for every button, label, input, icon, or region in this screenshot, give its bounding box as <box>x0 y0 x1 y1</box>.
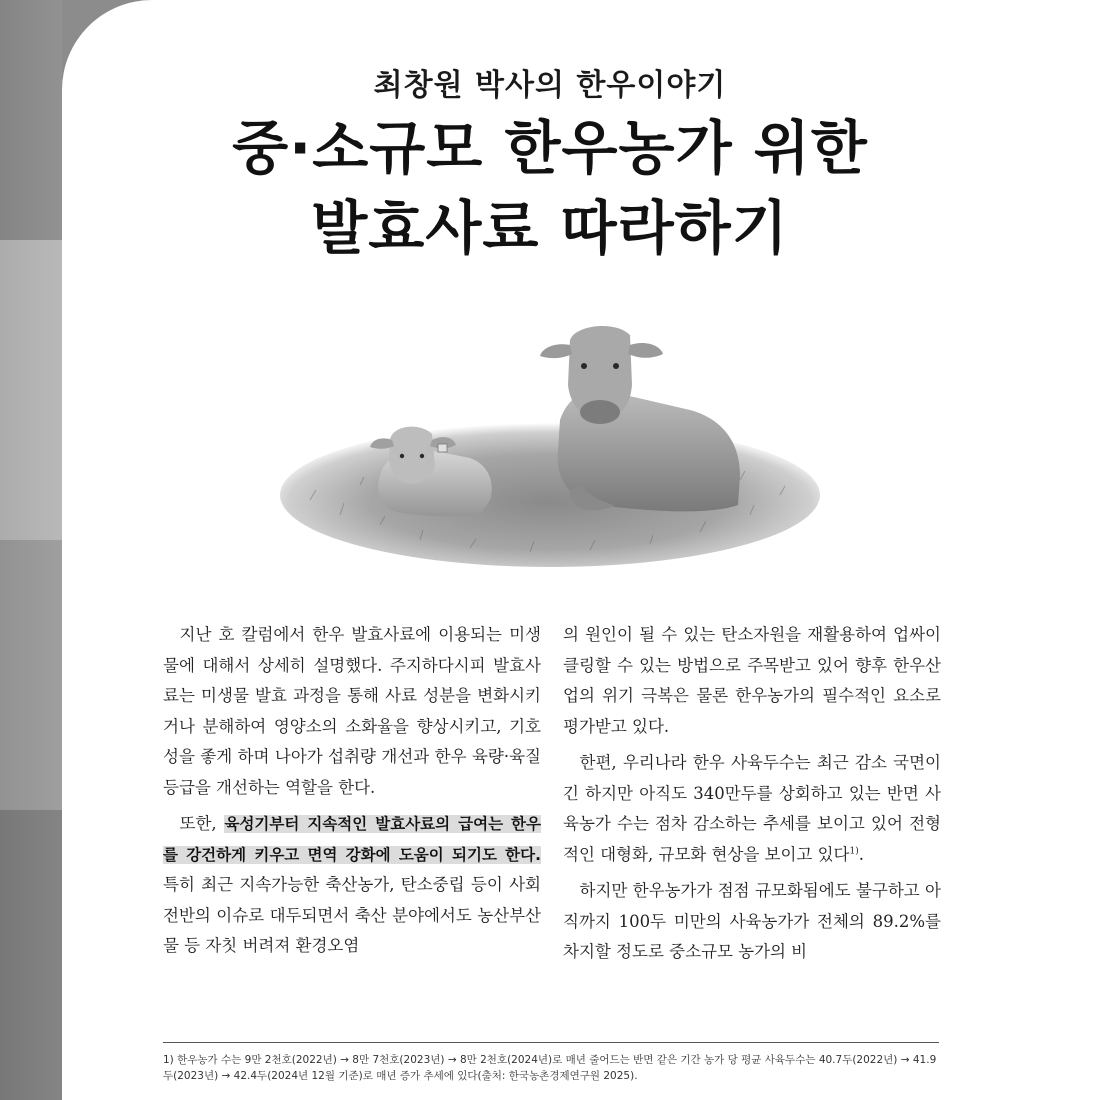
title-line-2: 발효사료 따라하기 <box>311 194 789 262</box>
paragraph: 한편, 우리나라 한우 사육두수는 최근 감소 국면이긴 하지만 아직도 340만두를 상회하고 있는 반면 사육농가 수는 점차 감소하는 추세를 보이고 있어 전형적인 대형화, 규모화 현상을 보이고 있다$^{1)}$. <box>563 753 941 864</box>
body-column-left <box>163 620 541 968</box>
grass-patch <box>280 423 820 567</box>
highlighted-sentence: 육성기부터 지속적인 발효사료의 급여는 한우를 강건하게 키우고 면역 강화에 도움이 되기도 한다. <box>163 815 541 864</box>
paragraph: 하지만 한우농가가 점점 규모화됨에도 불구하고 아직까지 100두 미만의 사육농가가 전체의 89.2%를 차지할 정도로 중소규모 농가의 비 <box>563 881 941 961</box>
title-line-1: 중·소규모 한우농가 위한 <box>232 114 868 182</box>
article-title <box>100 108 1000 268</box>
article-kicker: 최창원 박사의 한우이야기 <box>373 68 727 103</box>
paragraph: 지난 호 칼럼에서 한우 발효사료에 이용되는 미생물에 대해서 상세히 설명했다. 주지하다시피 발효사료는 미생물 발효 과정을 통해 사료 성분을 변화시키거나 분해하여 영양소의 소화율을 향상시키고, 기호성을 좋게 하며 나아가 섭취량 개선과 한우 육량·육질 등급을 개선하는 역할을 한다. <box>163 625 541 797</box>
footnote-ref: 1) <box>849 846 859 856</box>
cow-figure <box>540 326 740 511</box>
body-column-right <box>563 620 941 974</box>
page-edge-band <box>0 0 62 1100</box>
paragraph: 또한, 육성기부터 지속적인 발효사료의 급여는 한우를 강건하게 키우고 면역 강화에 도움이 되기도 한다. 특히 최근 지속가능한 축산농가, 탄소중립 등이 사회 전반의 이슈로 대두되면서 축산 분야에서도 농산부산물 등 자칫 버려져 환경오염 <box>163 814 541 955</box>
cow-and-calf-photo <box>270 300 830 570</box>
footnote-divider <box>163 1042 939 1043</box>
footnote: 1) 한우농가 수는 9만 2천호(2022년) → 8만 7천호(2023년) → 8만 2천호(2024년)로 매년 줄어드는 반면 같은 기간 농가 당 평균 사육두수는 40.7두(2022년) → 41.9두(2023년) → 42.4두(2024년 12월 기준)로 매년 증가 추세에 있다(출처: 한국농촌경제연구원 2025). <box>163 1054 937 1082</box>
paragraph: 의 원인이 될 수 있는 탄소자원을 재활용하여 업싸이클링할 수 있는 방법으로 주목받고 있어 향후 한우산업의 위기 극복은 물론 한우농가의 필수적인 요소로 평가받고 있다. <box>563 625 941 736</box>
